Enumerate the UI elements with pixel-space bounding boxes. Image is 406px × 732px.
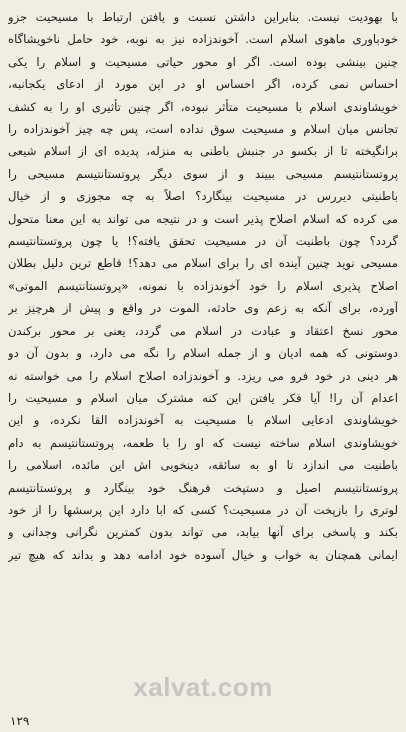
text-line: برانگیخته تا از بکسو در جنبش باطنی به منزله، پدیده ای از اسلام شیعی <box>8 144 398 159</box>
text-line: محور نسخ اعتقاد و عبادت در اسلام می گردد، یعنی بر محور برکندن <box>8 323 398 338</box>
text-line: خویشاوندی اسلام ساخته نیست که او را با طعمه، پروتستانتیسم به دام <box>8 435 398 450</box>
text-line: تجانس میان اسلام و مسیحیت سوق نداده است، پس چه چیز آخوندزاده را <box>8 122 398 137</box>
text-line: با بهودیت نیست. بنابراین داشتن نسبت و یافتن ارتباط با مسیحیت جزو <box>8 10 398 24</box>
text-line: آورده، برای آنکه به زعم وی حادثه، الموت در واقع و پیش از هرچیز بر <box>8 301 398 316</box>
text-line: خودباوری ماهوی اسلام است. آخوندزاده نیز به نوبه، خود حامل ناخویشاگاه <box>8 32 398 47</box>
body-text <box>8 6 398 566</box>
text-line: احساس نمی کرده، اگر احساس او در این مورد از ادعای یکجانبه، <box>8 77 398 92</box>
text-line: باطنیت می اندازد تا او به سائقه، دینخویی اش این مائده، اسلامی را <box>8 458 398 473</box>
text-line: ایمانی همچنان به خواب و خیال آسوده خود ادامه دهد و بداند که هیچ تیر <box>8 547 398 562</box>
watermark: xalvat.com <box>133 672 273 702</box>
text-line: بکند و پاسخی برای آنها بیابد، می تواند بدون کمترین نگرانی وجدانی و <box>8 525 398 540</box>
text-line: پروتستانتیسم مسیحی ببیند و از سوی دیگر پروتستانتیسم مسیحی را <box>8 166 398 181</box>
text-line: دوستونی که همه ادیان و از جمله اسلام را نگه می دارد، و بدون آن دو <box>8 346 398 361</box>
text-line: اعدام آن را! آیا فکر یافتن این کنه مشترک میان اسلام و مسیحیت را <box>8 390 398 405</box>
text-line: خویشاوندی ادعایی اسلام با مسیحیت به آخوندزاده القا نکرده، و این <box>8 413 398 428</box>
page-number: ۱۲۹ <box>10 714 30 728</box>
text-line: پروتستانتیسم اصیل و دستپخت فرهنگ خود بینگارد و پروتستانتیسم <box>8 480 398 495</box>
text-line: خویشاوندی اسلام با مسیحیت متأثر نبوده، اگر چنین تأثیری او را به کشف <box>8 99 398 114</box>
text-line: گردد؟ چون باطنیت آن در مسیحیت تحقق یافته؟! یا چون پروتستانتیسم <box>8 234 398 249</box>
text-line: اصلاح پذیری اسلام را خود آخوندزاده با نمونه، «پروتستانتیسم الموتی» <box>8 278 398 293</box>
text-line: می کرده که اسلام اصلاح پذیر است و در نتیجه می تواند به این معنا متحول <box>8 211 398 226</box>
text-line: باطنیتی دیررس در مسیحیت بینگارد؟ اصلاً به چه مجوزی و از خیال <box>8 189 398 204</box>
text-line: مسیحی نوید چنین آینده ای را برای اسلام می دهد؟! قاطع ترین دلیل بطلان <box>8 256 398 271</box>
text-line: چنین بینشی بوده است. اگر او محور حیاتی مسیحیت و اسلام را یکی <box>8 54 398 69</box>
text-line: هر دینی در خود فرو می ریزد. و آخوندزاده اصلاح اسلام را می خواسته نه <box>8 368 398 383</box>
text-line: لوتری را بازپخت آن در مسیحیت؟ کسی که ابا دارد این پرسشها را از خود <box>8 502 398 517</box>
